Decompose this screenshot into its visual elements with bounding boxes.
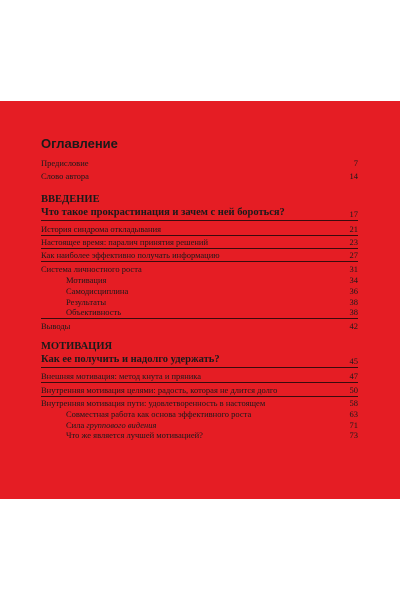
toc-entry-page: 31 xyxy=(349,264,358,274)
toc-subentry-label-prefix: Сила xyxy=(66,420,87,430)
divider xyxy=(41,396,358,397)
divider xyxy=(41,382,358,383)
toc-entry-page: 71 xyxy=(349,420,358,430)
toc-entry-label: Настоящее время: паралич принятия решений xyxy=(41,237,209,247)
toc-subentry-label: Объективность xyxy=(66,307,122,317)
toc-entry-label: История синдрома откладывания xyxy=(41,224,162,234)
section-heading: ВВЕДЕНИЕ xyxy=(41,194,100,205)
toc-entry-label: Внешняя мотивация: метод кнута и пряника xyxy=(41,371,202,381)
toc-subentry-label: Мотивация xyxy=(66,275,107,285)
toc-entry-page: 21 xyxy=(349,224,358,234)
toc-entry-label: Как наиболее эффективно получать информацию xyxy=(41,250,220,260)
toc-entry-page: 27 xyxy=(349,250,358,260)
toc-entry-page: 45 xyxy=(349,356,358,366)
toc-entry-label: Внутренняя мотивация пути: удовлетворенность в настоящем xyxy=(41,398,266,408)
toc-entry-label: Слово автора xyxy=(41,171,89,181)
toc-entry-page: 36 xyxy=(349,286,358,296)
toc-subentry-label xyxy=(66,420,156,430)
toc-entry-page: 17 xyxy=(349,209,358,219)
toc-entry-label: Выводы xyxy=(41,321,71,331)
toc-entry-page: 42 xyxy=(349,321,358,331)
toc-subentry-label: Результаты xyxy=(66,297,107,307)
toc-entry-page: 34 xyxy=(349,275,358,285)
toc-entry-page: 7 xyxy=(353,158,358,168)
divider xyxy=(41,248,358,249)
toc-page xyxy=(0,101,400,499)
divider xyxy=(41,367,358,368)
toc-entry-page: 23 xyxy=(349,237,358,247)
divider xyxy=(41,318,358,319)
toc-subentry-label: Что же является лучшей мотивацией? xyxy=(66,430,203,440)
divider xyxy=(41,235,358,236)
section-subheading: Как ее получить и надолго удержать? xyxy=(41,354,220,365)
toc-entry-page: 47 xyxy=(349,371,358,381)
toc-entry-page: 73 xyxy=(349,430,358,440)
toc-subentry-label: Совместная работа как основа эффективного роста xyxy=(66,409,252,419)
toc-entry-page: 58 xyxy=(349,398,358,408)
toc-entry-page: 14 xyxy=(349,171,358,181)
toc-entry-page: 38 xyxy=(349,297,358,307)
section-heading: МОТИВАЦИЯ xyxy=(41,341,113,352)
toc-subentry-label: Самодисциплина xyxy=(66,286,129,296)
section-subheading: Что такое прокрастинация и зачем с ней бороться? xyxy=(41,207,285,218)
toc-entry-label: Предисловие xyxy=(41,158,89,168)
toc-entry-label: Внутренняя мотивация целями: радость, которая не длится долго xyxy=(41,385,278,395)
divider xyxy=(41,220,358,221)
toc-entry-page: 38 xyxy=(349,307,358,317)
toc-entry-page: 63 xyxy=(349,409,358,419)
toc-entry-label: Система личностного роста xyxy=(41,264,142,274)
toc-title: Оглавление xyxy=(41,136,118,151)
toc-subentry-label-italic: группового видения xyxy=(86,420,157,430)
divider xyxy=(41,261,358,262)
toc-entry-page: 50 xyxy=(349,385,358,395)
